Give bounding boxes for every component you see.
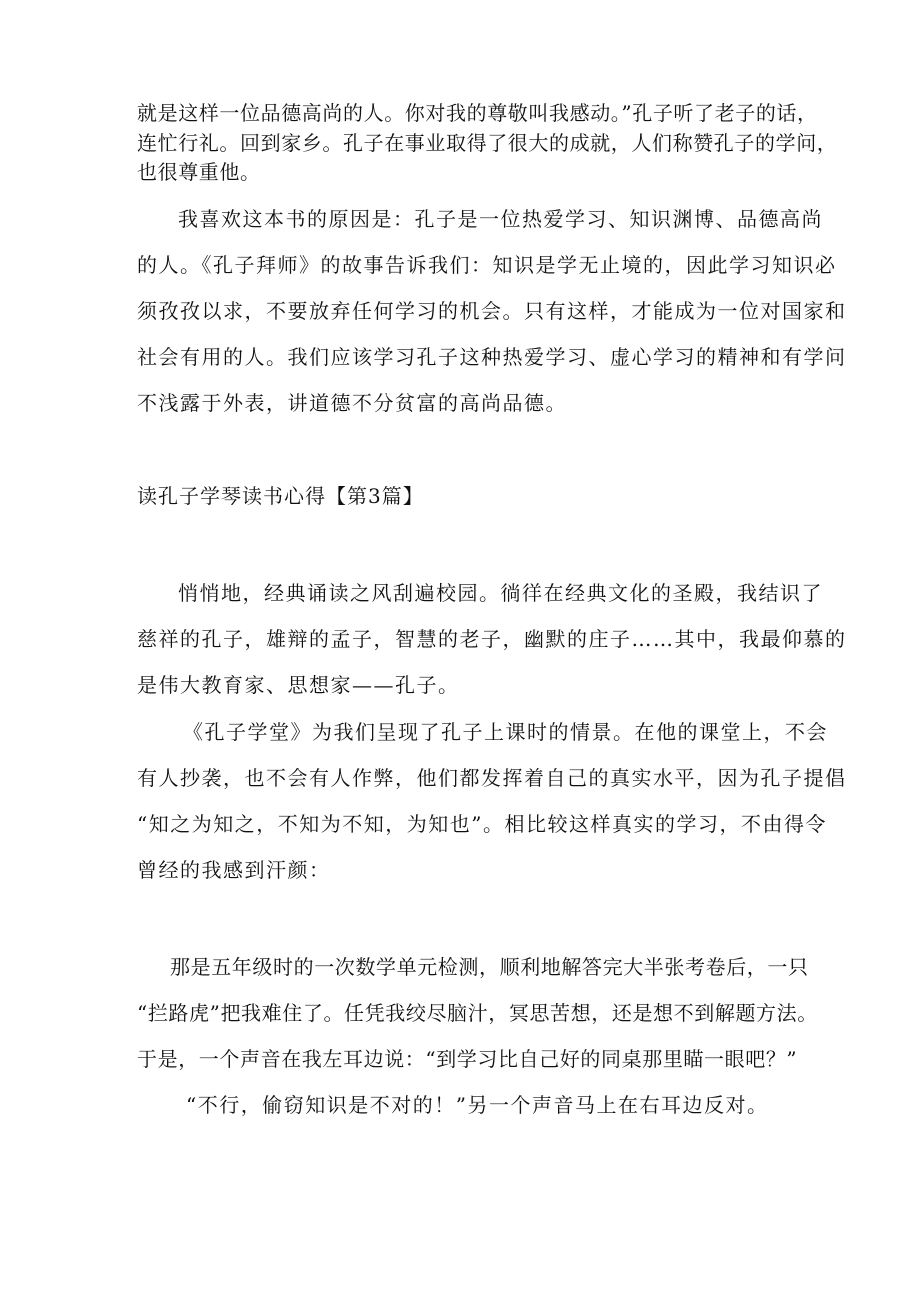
section-heading: 读孔子学琴读书心得【第3篇】 (137, 484, 424, 508)
text-line: 连忙行礼。回到家乡。孔子在事业取得了很大的成就，人们称赞孔子的学问， (137, 131, 838, 155)
text-line: “知之为知之，不知为不知，为知也”。相比较这样真实的学习，不由得令 (137, 812, 827, 836)
text-line: “不行，偷窃知识是不对的！”另一个声音马上在右耳边反对。 (186, 1093, 769, 1117)
text-line: “拦路虎”把我难住了。任凭我绞尽脑汁，冥思苦想，还是想不到解题方法。 (137, 1001, 818, 1025)
text-line: 《孔子学堂》为我们呈现了孔子上课时的情景。在他的课堂上，不会 (183, 720, 828, 744)
text-line: 慈祥的孔子，雄辩的孟子，智慧的老子，幽默的庄子……其中，我最仰慕的 (137, 627, 847, 651)
text-line: 的人。《孔子拜师》的故事告诉我们：知识是学无止境的，因此学习知识必 (137, 253, 837, 277)
text-line: 社会有用的人。我们应该学习孔子这种热爱学习、虚心学习的精神和有学问 (137, 345, 847, 369)
text-line: 有人抄袭，也不会有人作弊，他们都发挥着自己的真实水平，因为孔子提倡 (137, 766, 847, 790)
text-line: 曾经的我感到汗颜： (137, 858, 331, 882)
text-line: 于是，一个声音在我左耳边说：“到学习比自己好的同桌那里瞄一眼吧？” (137, 1047, 798, 1071)
text-line: 也很尊重他。 (137, 160, 261, 184)
text-line: 悄悄地，经典诵读之风刮遍校园。徜徉在经典文化的圣殿，我结识了 (178, 581, 823, 605)
text-line: 那是五年级时的一次数学单元检测，顺利地解答完大半张考卷后，一只 (170, 955, 809, 979)
text-line: 不浅露于外表，讲道德不分贫富的高尚品德。 (137, 391, 567, 415)
text-line: 我喜欢这本书的原因是：孔子是一位热爱学习、知识渊博、品德高尚 (178, 207, 823, 231)
text-line: 就是这样一位品德高尚的人。你对我的尊敬叫我感动。”孔子听了老子的话， (137, 101, 818, 125)
text-line: 须孜孜以求，不要放弃任何学习的机会。只有这样，才能成为一位对国家和 (137, 299, 847, 323)
text-line: 是伟大教育家、思想家——孔子。 (137, 673, 460, 697)
